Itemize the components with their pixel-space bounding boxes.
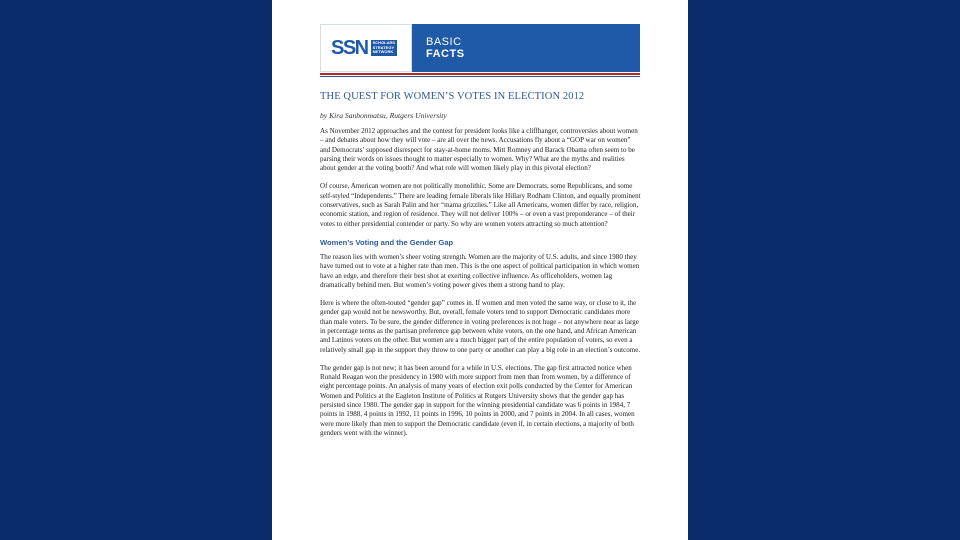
logo-word-1: SCHOLARS — [372, 40, 396, 46]
basic-facts-label — [412, 24, 640, 72]
paragraph-5: The gender gap is not new; it has been around for a while in U.S. elections. The gap first attracted notice when Ronald Reagan won the presidency in 1980 with more support from men than from women, by a difference of eight percentage points. An analysis of many years of election exit polls conducted by the Center for American Women and Politics at the Eagleton Institute of Politics at Rutgers University shows that the gender gap has persisted since 1980. The gender gap in support for the winning presidential candidate was 6 points in 1984, 7 points in 1988, 4 points in 1992, 11 points in 1996, 10 points in 2000, and 7 points in 2004. In all cases, women were more likely than men to support the Democratic candidate (even if, in certain elections, a majority of both genders went with the winner). — [320, 363, 635, 437]
header-banner — [320, 24, 640, 72]
paragraph-2: Of course, American women are not politically monolithic. Some are Democrats, some Republicans, and some self-styled “Independents.” There are leading female liberals like Hillary Rodham Clinton, and equally prominent conservatives, such as Sarah Palin and her “mama grizzlies.” Like all Americans, women differ by race, religion, economic station, and region of residence. They will not deliver 100% – or even a vast preponderance – of their votes to either presidential contender or party. So why are women voters attracting so much attention? — [320, 182, 641, 228]
header-rule-blue — [320, 76, 640, 77]
document-title: THE QUEST FOR WOMEN’S VOTES IN ELECTION 2012 — [320, 91, 585, 102]
ssn-logo — [320, 24, 412, 72]
paragraph-4: Here is where the often-touted “gender gap” comes in. If women and men voted the same way, or close to it, the gender gap would not be newsworthy. But, overall, female voters tend to support Democratic candidates more than male voters. To be sure, the gender difference in voting preferences is not huge – not anywhere near as large in percentage terms as the partisan preference gap between white voters, on the one hand, and African American and Latinos voters on the other. But women are a much bigger part of the entire population of voters, so even a relatively small gap in the support they throw to one party or another can play a big role in an election’s outcome. — [320, 298, 641, 354]
paragraph-1: As November 2012 approaches and the contest for president looks like a cliffhanger, controversies about women – and debates about how they will vote – are all over the news. Accusations fly about a “GOP war on women” and Democrats’ supposed disrespect for stay-at-home moms. Mitt Romney and Barack Obama often seem to be parsing their words on issues thought to matter especially to women. Why? What are the myths and realities about gender at the voting booth? And what role will women likely play in this pivotal election? — [320, 127, 638, 173]
document-body — [320, 127, 642, 447]
logo-word-3: NETWORK — [372, 49, 394, 55]
section-heading: Women’s Voting and the Gender Gap — [320, 237, 454, 247]
document-page — [272, 0, 688, 540]
paragraph-3: The reason lies with women’s sheer voting strength. Women are the majority of U.S. adults, and since 1980 they have turned out to vote at a higher rate than men. This is the one aspect of political participation in which women have an edge, and therefore their best shot at exerting collective influence. As officeholders, women lag dramatically behind men. But women’s voting power gives them a strong hand to play. — [320, 252, 640, 289]
logo-words — [371, 40, 397, 56]
byline: by Kira Sanbonmatsu, Rutgers University — [320, 111, 447, 120]
logo-word-2: STRATEGY — [372, 44, 395, 50]
banner-label-line1: BASIC — [426, 36, 462, 48]
logo-letters: SSN — [331, 36, 368, 59]
header-rule-red — [320, 73, 640, 75]
banner-label-line2: FACTS — [426, 48, 465, 60]
